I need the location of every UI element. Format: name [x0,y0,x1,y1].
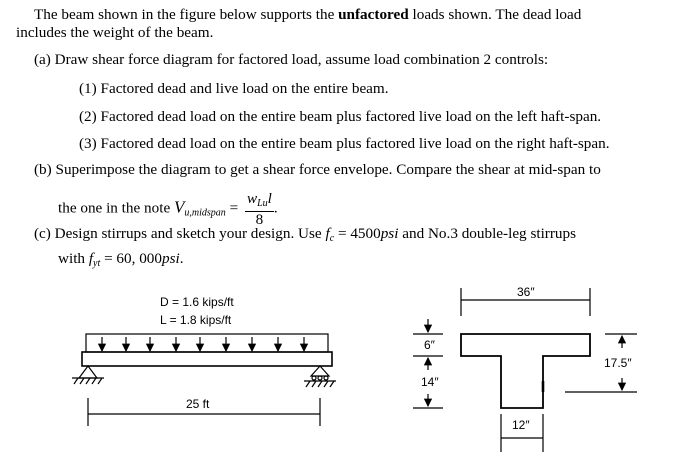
left-pin-support [72,366,104,384]
load-block [86,334,328,352]
flange-depth-label: 6″ [424,338,435,352]
intro-suffix: loads shown. The dead load [408,6,582,23]
span-label: 25 ft [186,397,210,411]
effective-depth-label: 17.5″ [604,356,632,370]
distributed-load [86,334,328,352]
part-c-text: (c) Design stirrups and sketch your design. Use [34,225,326,242]
web-depth-label: 14″ [421,375,439,389]
fraction-numerator: $w_{Lu}l$ [245,191,274,212]
beam [82,352,332,366]
part-a: (a) Draw shear force diagram for factored load, assume load combination 2 controls: [34,51,549,68]
part-c-line-1: (c) Design stirrups and sketch your design. Use $f_c = 4500psi$ and No.3 double-leg stirrups [34,225,577,244]
part-c-line-2: with $f_{yt} = 60$, 000psi. [58,250,184,269]
case-1: (1) Factored dead and live load on the entire beam. [79,80,389,97]
part-b-text: the one in the note [58,199,174,217]
period: . [273,199,278,217]
flange-width-label: 36″ [517,285,535,299]
load-live-label: L = 1.8 kips/ft [160,313,232,327]
depth-dimension-left [413,319,443,408]
v-symbol: V [173,197,185,217]
intro-text: The beam shown in the figure below supports the [34,6,339,23]
fraction-denominator: 8 [255,211,264,228]
v-subscript: u,midspan [184,207,226,219]
intro-bold: unfactored [338,6,409,23]
fyt-symbol: f [88,250,94,267]
right-roller-support [304,366,336,387]
part-b-line-1: (b) Superimpose the diagram to get a shear force envelope. Compare the shear at mid-span to [34,161,601,178]
intro-line-2: includes the weight of the beam. [16,24,214,41]
load-dead-label: D = 1.6 kips/ft [160,295,234,309]
equals: = [225,199,242,217]
case-3: (3) Factored dead load on the entire beam plus factored live load on the right haft-span. [79,135,610,152]
fc-symbol: f [325,225,330,242]
t-section [461,334,590,408]
web-width-label: 12″ [512,418,530,432]
case-2: (2) Factored dead load on the entire beam plus factored live load on the left haft-span. [79,108,602,125]
